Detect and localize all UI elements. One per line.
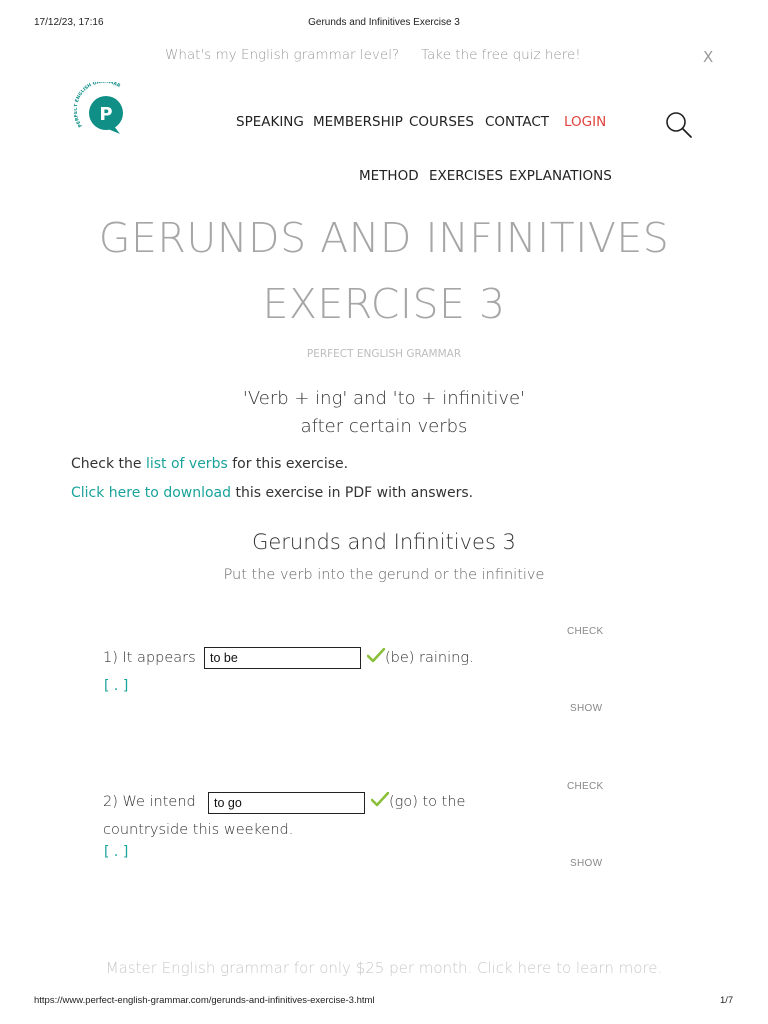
intro-check-line [71,456,348,472]
list-of-verbs-link[interactable]: list of verbs [145,456,228,472]
intro-download-line [71,485,473,501]
nav-login[interactable]: LOGIN [564,114,607,130]
promo-close-button[interactable]: X [703,48,714,66]
page-subtitle-line2: after certain verbs [300,416,468,437]
show-button-q2[interactable]: SHOW [570,858,603,869]
download-pdf-link[interactable]: Click here to download [71,485,232,501]
check-button-q2[interactable]: CHECK [567,781,604,792]
check-button-q1[interactable]: CHECK [567,626,604,637]
print-title: Gerunds and Infinitives Exercise 3 [308,17,460,28]
show-button-q1[interactable]: SHOW [570,703,603,714]
site-logo[interactable] [74,82,132,140]
q1-suffix: (be) raining. [385,650,474,666]
logo-ring-text: PERFECT ENGLISH GRAMMAR [74,82,121,128]
promo-quiz-link[interactable]: Take the free quiz here! [421,47,581,63]
nav-explanations[interactable]: EXPLANATIONS [509,168,612,184]
print-url: https://www.perfect-english-grammar.com/gerunds-and-infinitives-exercise-3.html [34,995,375,1006]
nav-exercises[interactable]: EXERCISES [429,168,504,184]
q1-hint-bracket[interactable]: [ . ] [104,678,129,694]
q2-answer-input[interactable] [208,792,365,814]
nav-contact[interactable]: CONTACT [485,114,550,130]
nav-courses[interactable]: COURSES [409,114,474,130]
search-icon[interactable] [664,110,694,140]
q1-answer-input[interactable] [204,647,361,669]
q2-continuation: countryside this weekend. [103,822,294,838]
print-page-number: 1/7 [720,995,734,1006]
checkmark-icon [371,792,389,808]
print-datetime: 17/12/23, 17:16 [34,17,104,28]
q2-hint-bracket[interactable]: [ . ] [104,844,129,860]
q1-prefix: 1) It appears [103,650,196,666]
promo-question[interactable]: What's my English grammar level? [165,47,400,63]
nav-method[interactable]: METHOD [359,168,419,184]
page-title-line2: EXERCISE 3 [262,280,506,328]
membership-promo-link[interactable]: Master English grammar for only $25 per month. Click here to learn more. [105,959,663,977]
exercise-instruction: Put the verb into the gerund or the infinitive [223,567,545,583]
page-title-line1: GERUNDS AND INFINITIVES [98,214,670,262]
q2-prefix: 2) We intend [103,794,196,810]
check-post-text: for this exercise. [227,456,349,472]
page-subtitle-line1: 'Verb + ing' and 'to + infinitive' [242,388,526,409]
q2-suffix: (go) to the [389,794,466,810]
site-name: PERFECT ENGLISH GRAMMAR [306,348,462,360]
exercise-title: Gerunds and Infinitives 3 [252,530,516,554]
download-post-text: this exercise in PDF with answers. [231,485,474,501]
check-pre-text: Check the [71,456,146,472]
nav-speaking[interactable]: SPEAKING [236,114,304,130]
nav-membership[interactable]: MEMBERSHIP [313,114,403,130]
logo-letter: P [99,104,113,125]
checkmark-icon [367,648,385,664]
